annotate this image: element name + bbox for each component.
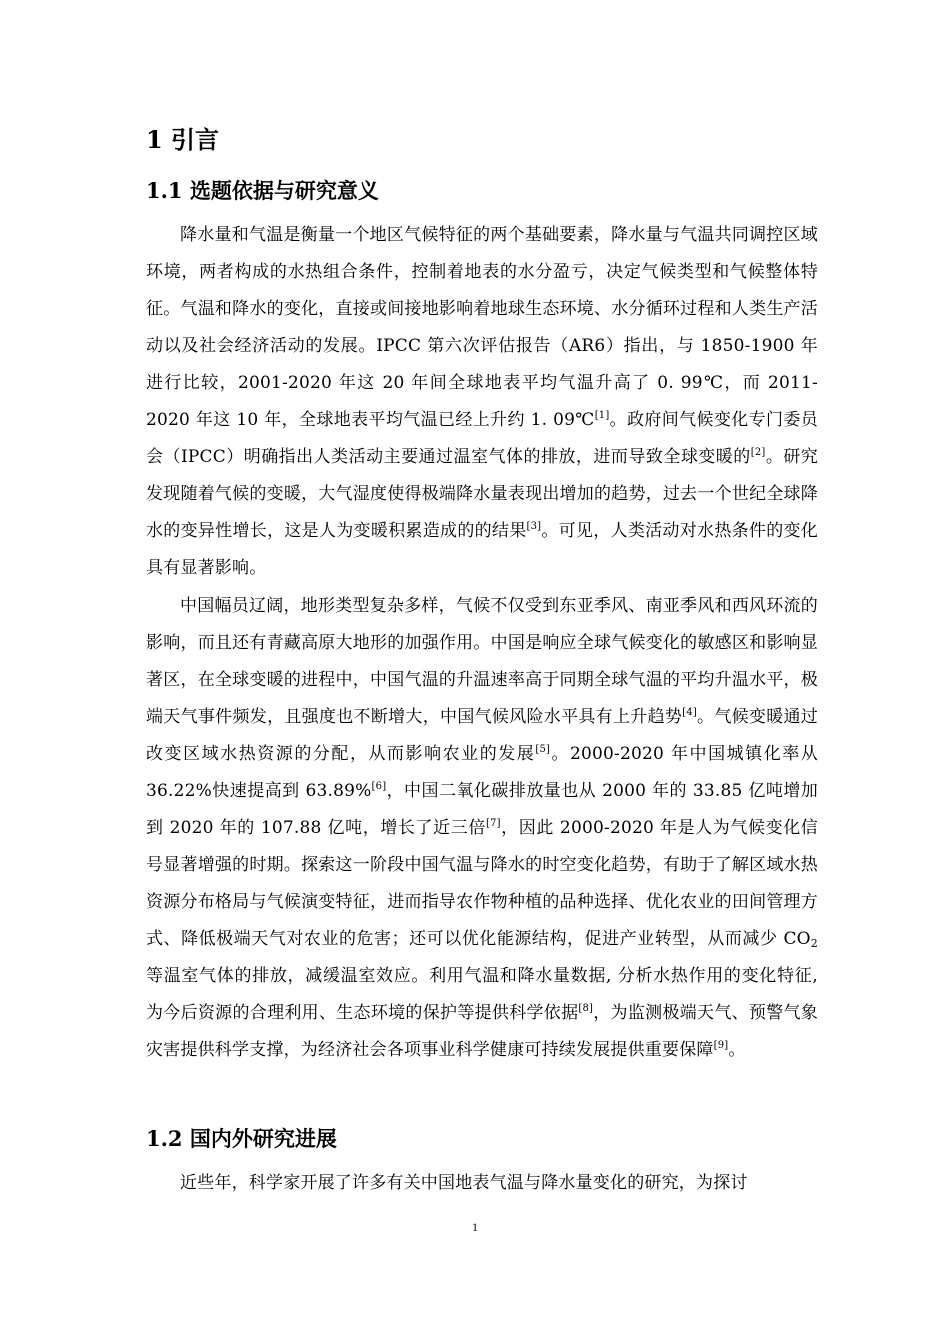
paragraph-china-climate: [146, 588, 818, 1069]
section-heading-1-2: 1.2 国内外研究进展: [146, 1126, 337, 1151]
paragraph-text: 等温室气体的排放，减缓温室效应。利用气温和降水量数据, 分析水热作用的变化特征, 为今后资源的合理利用、生态环境的保护等提供科学依据: [146, 966, 818, 1023]
citation-ref: [3]: [526, 521, 542, 532]
paragraph-research-basis: [146, 217, 818, 587]
paragraph-text: 。政府间气候变化专门委员会（IPCC）明确指出人类活动主要通过温室气体的排放，进而导致全球变暖的: [146, 410, 818, 467]
paragraph-text: ，为监测极端天气、预警气象灾害提供科学支撑，为经济社会各项事业科学健康可持续发展提供重要保障: [146, 1003, 818, 1060]
paragraph-text: 。研究发现随着气候的变暖，大气湿度使得极端降水量表现出增加的趋势，过去一个世纪全球降水的变异性增长，这是人为变暖积累造成的的结果: [146, 447, 818, 541]
subscript: 2: [810, 937, 818, 950]
citation-ref: [9]: [713, 1040, 729, 1051]
paragraph-text: 中国幅员辽阔，地形类型复杂多样，气候不仅受到东亚季风、南亚季风和西风环流的影响，而且还有青藏高原大地形的加强作用。中国是响应全球气候变化的敏感区和影响显著区，在全球变暖的进程中，中国气温的升温速率高于同期全球气温的平均升温水平，极端天气事件频发，且强度也不断增大，中国气候风险水平具有上升趋势: [146, 596, 818, 727]
paragraph-text: 。可见，人类活动对水热条件的变化具有显著影响。: [146, 521, 818, 578]
citation-ref: [2]: [750, 447, 766, 458]
paragraph-text: 近些年，科学家开展了许多有关中国地表气温与降水量变化的研究，为探讨: [180, 1173, 748, 1193]
paragraph-text: ，中国二氧化碳排放量也从 2000 年的 33.85 亿吨增加到 2020 年的 107.88 亿吨，增长了近三倍: [146, 781, 818, 838]
citation-ref: [7]: [485, 818, 501, 829]
citation-ref: [5]: [535, 744, 551, 755]
paragraph-text: ，因此 2000-2020 年是人为气候变化信号显著增强的时期。探索这一阶段中国气温与降水的时空变化趋势，有助于了解区域水热资源分布格局与气候演变特征，进而指导农作物种植的品种选择、优化农业的田间管理方式、降低极端天气对农业的危害；还可以优化能源结构，促进产业转型，从而减少 CO: [146, 818, 819, 949]
paragraph-text: 。2000-2020 年中国城镇化率从 36.22%快速提高到 63.89%: [146, 744, 818, 801]
citation-ref: [1]: [594, 410, 610, 421]
paragraph-text: 降水量和气温是衡量一个地区气候特征的两个基础要素，降水量与气温共同调控区域环境，两者构成的水热组合条件，控制着地表的水分盈亏，决定气候类型和气候整体特征。气温和降水的变化，直接或间接地影响着地球生态环境、水分循环过程和人类生产活动以及社会经济活动的发展。IPCC 第六次评估报告（AR6）指出，与 1850-1900 年进行比较，2001-2020 年这 20 年间全球地表平均气温升高了 0. 99℃，而 2011-2020 年这 10 年，全球地表平均气温已经上升约 1. 09℃: [146, 225, 818, 430]
chapter-heading: 1 引言: [146, 125, 220, 154]
citation-ref: [8]: [578, 1003, 594, 1014]
section-heading-1-1: 1.1 选题依据与研究意义: [146, 178, 379, 203]
citation-ref: [4]: [682, 707, 697, 718]
paragraph-research-progress: [146, 1165, 818, 1202]
paragraph-text: 。气候变暖通过改变区域水热资源的分配，从而影响农业的发展: [146, 707, 818, 764]
citation-ref: [6]: [371, 781, 387, 792]
paragraph-text: 。: [728, 1040, 746, 1060]
page-number: 1: [472, 1220, 478, 1234]
